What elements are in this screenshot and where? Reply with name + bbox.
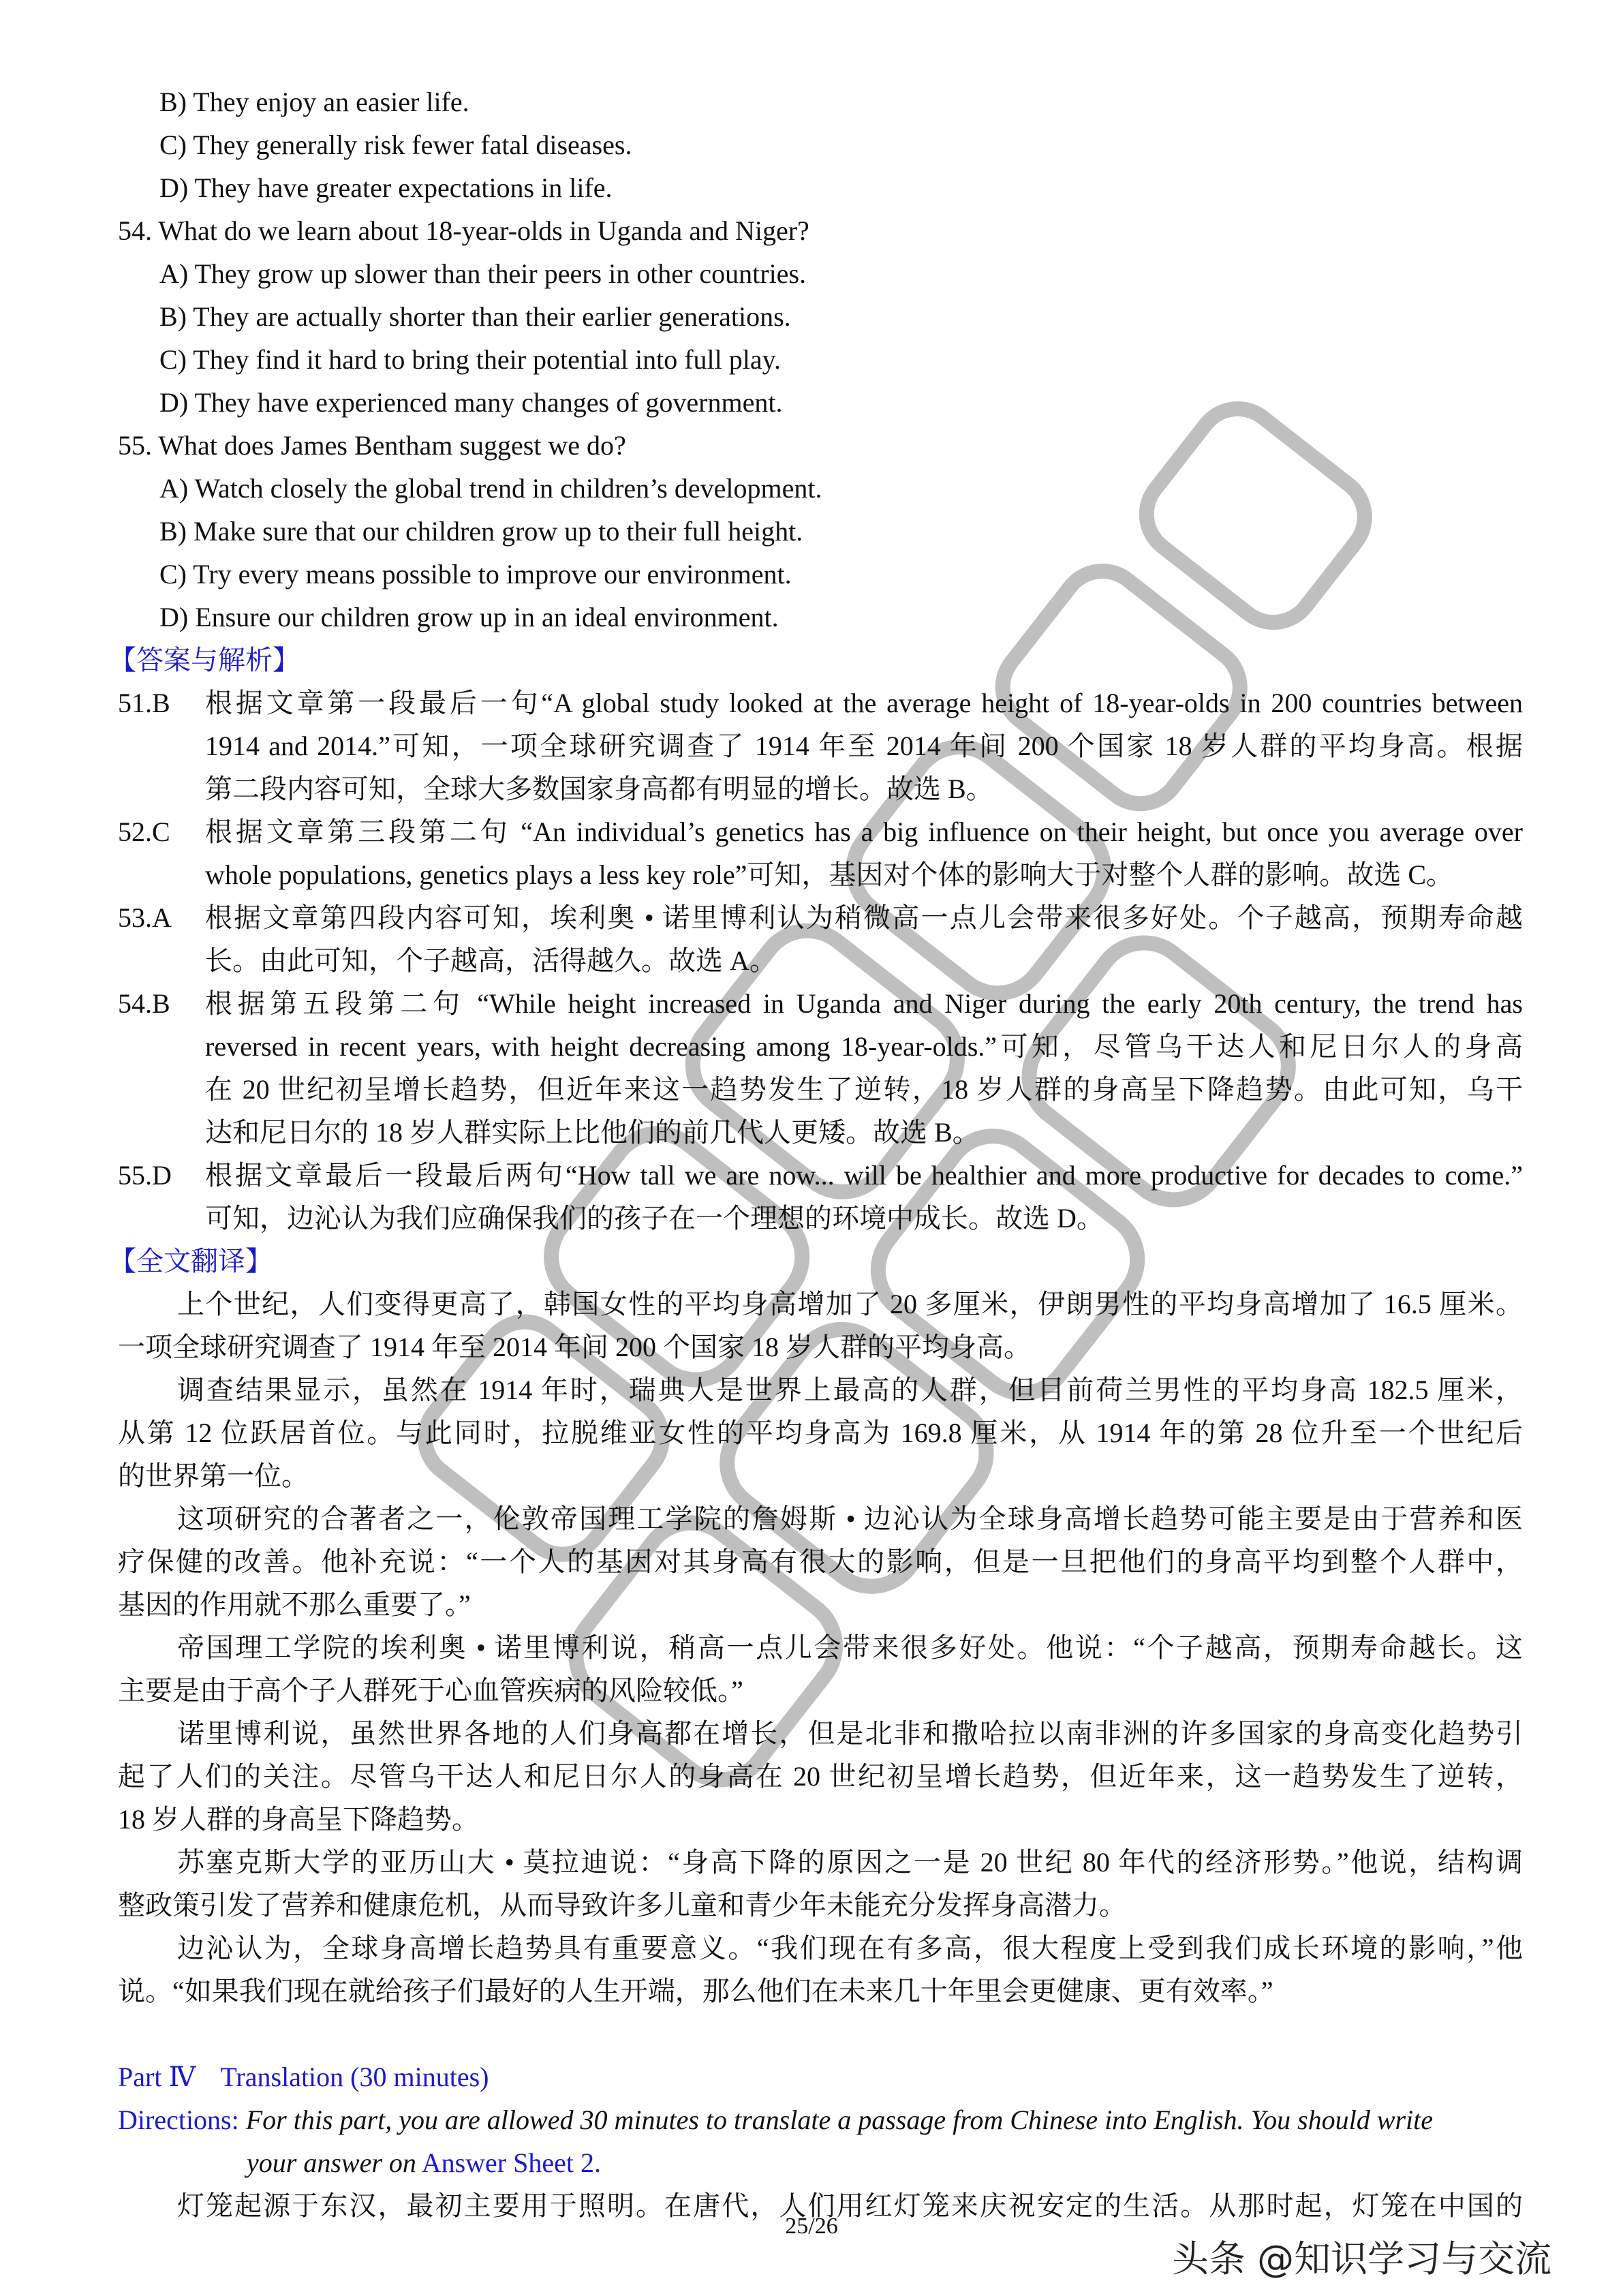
directions-label: Directions:: [118, 2104, 239, 2135]
spacer: [0, 2012, 1623, 2055]
translation-line: 疗保健的改善。他补充说：“一个人的基因对其身高有很大的影响，但是一旦把他们的身高平均到整个人群中，: [118, 1546, 1523, 1577]
q53-option-b: B) They enjoy an easier life.: [159, 87, 469, 117]
translation-line: 的世界第一位。: [118, 1460, 309, 1491]
answer-54: [0, 982, 1623, 1025]
translation-line: 从第 12 位跃居首位。与此同时，拉脱维亚女性的平均身高为 169.8 厘米，从 1914 年的第 28 位升至一个世纪后: [118, 1418, 1523, 1448]
directions: [0, 2098, 1623, 2141]
answer-line: 根据文章第一段最后一句“A global study looked at the average height of 18-year-olds in 200 countries between: [205, 688, 1523, 718]
q55-stem: 55. What does James Bentham suggest we do?: [118, 430, 626, 461]
translation-line: 一项全球研究调查了 1914 年至 2014 年间 200 个国家 18 岁人群的平均身高。: [118, 1332, 1031, 1362]
q55-option-b: B) Make sure that our children grow up to their full height.: [159, 516, 803, 547]
q55-option-d: D) Ensure our children grow up in an ideal environment.: [159, 602, 779, 632]
translation-line: 上个世纪，人们变得更高了，韩国女性的平均身高增加了 20 多厘米，伊朗男性的平均身高增加了 16.5 厘米。: [177, 1289, 1523, 1319]
translation-line: 基因的作用就不那么重要了。”: [118, 1589, 471, 1620]
answer-label: 54.B: [118, 988, 170, 1019]
translation-line: 调查结果显示，虽然在 1914 年时，瑞典人是世界上最高的人群，但目前荷兰男性的平均身高 182.5 厘米，: [177, 1375, 1523, 1405]
q54-option-b: B) They are actually shorter than their earlier generations.: [159, 301, 791, 332]
q55-option-c: C) Try every means possible to improve our environment.: [159, 559, 792, 590]
translation-line: 18 岁人群的身高呈下降趋势。: [118, 1804, 479, 1835]
translation-line: 边沁认为，全球身高增长趋势具有重要意义。“我们现在有多高，很大程度上受到我们成长环境的影响，”他: [177, 1933, 1523, 1963]
translation-heading: 【全文翻译】: [109, 1246, 273, 1276]
q54-stem: 54. What do we learn about 18-year-olds in Uganda and Niger?: [118, 215, 809, 246]
answer-line: 第二段内容可知，全球大多数国家身高都有明显的增长。故选 B。: [205, 774, 993, 804]
answer-line: 根据第五段第二句 “While height increased in Uganda and Niger during the early 20th century, the trend has: [205, 988, 1523, 1019]
translation-line: 诺里博利说，虽然世界各地的人们身高都在增长，但是北非和撒哈拉以南非洲的许多国家的身高变化趋势引: [177, 1718, 1523, 1749]
q54-option-c: C) They find it hard to bring their potential into full play.: [159, 344, 782, 375]
translation-line: 这项研究的合著者之一，伦敦帝国理工学院的詹姆斯 • 边沁认为全球身高增长趋势可能主要是由于营养和医: [177, 1503, 1523, 1534]
answer-line: 根据文章最后一段最后两句“How tall we are now... will be healthier and more productive for decades to come.”: [205, 1160, 1523, 1191]
answer-51: [0, 682, 1623, 724]
translation-line: 起了人们的关注。尽管乌干达人和尼日尔人的身高在 20 世纪初呈增长趋势，但近年来，这一趋势发生了逆转，: [118, 1761, 1523, 1792]
answer-55: [0, 1154, 1623, 1197]
answer-line: reversed in recent years, with height decreasing among 18-year-olds.”可知，尽管乌干达人和尼日尔人的身高: [205, 1031, 1523, 1062]
q54-option-a: A) They grow up slower than their peers in other countries.: [159, 258, 807, 289]
directions-text: For this part, you are allowed 30 minutes to translate a passage from Chinese into English. You should write: [245, 2104, 1433, 2135]
answer-line: 长。由此可知，个子越高，活得越久。故选 A。: [205, 945, 777, 976]
part-number: Part Ⅳ: [118, 2062, 196, 2092]
answer-line: 可知，边沁认为我们应确保我们的孩子在一个理想的环境中成长。故选 D。: [205, 1203, 1104, 1234]
translation-line: 苏塞克斯大学的亚历山大 • 莫拉迪说：“身高下降的原因之一是 20 世纪 80 年代的经济形势。”他说，结构调: [177, 1847, 1523, 1878]
answer-52: [0, 810, 1623, 853]
answer-label: 53.A: [118, 902, 172, 933]
directions-text: your answer on: [247, 2147, 416, 2178]
q55-option-a: A) Watch closely the global trend in children’s development.: [159, 473, 822, 504]
answers-heading: 【答案与解析】: [109, 645, 300, 675]
answer-53: [0, 896, 1623, 939]
answer-line: 根据文章第四段内容可知，埃利奥 • 诺里博利认为稍微高一点儿会带来很多好处。个子越高，预期寿命越: [205, 902, 1523, 933]
part-title: Translation (30 minutes): [220, 2062, 489, 2092]
answer-line: 达和尼日尔的 18 岁人群实际上比他们的前几代人更矮。故选 B。: [205, 1117, 980, 1148]
answer-line: 根据文章第三段第二句 “An individual’s genetics has a big influence on their height, but once you average over: [205, 816, 1523, 847]
translation-line: 帝国理工学院的埃利奥 • 诺里博利说，稍高一点儿会带来很多好处。他说：“个子越高，预期寿命越长。这: [177, 1632, 1523, 1663]
translation-line: 整政策引发了营养和健康危机，从而导致许多儿童和青少年未能充分发挥身高潜力。: [118, 1890, 1126, 1920]
answer-line: 1914 and 2014.”可知，一项全球研究调查了 1914 年至 2014 年间 200 个国家 18 岁人群的平均身高。根据: [205, 731, 1523, 761]
answer-sheet-ref: Answer Sheet 2.: [421, 2147, 601, 2178]
q53-option-c: C) They generally risk fewer fatal diseases.: [159, 129, 632, 160]
translation-line: 主要是由于高个子人群死于心血管疾病的风险较低。”: [118, 1675, 743, 1706]
answer-label: 51.B: [118, 688, 170, 718]
directions-cont: [0, 2141, 1623, 2184]
source-credit: 头条 @知识学习与交流: [1172, 2237, 1552, 2280]
answer-label: 52.C: [118, 816, 170, 847]
q54-option-d: D) They have experienced many changes of government.: [159, 387, 783, 418]
page-number: 25/26: [785, 2214, 838, 2239]
part4-title: [0, 2055, 1623, 2098]
answer-line: 在 20 世纪初呈增长趋势，但近年来这一趋势发生了逆转，18 岁人群的身高呈下降趋势。由此可知，乌干: [205, 1074, 1523, 1105]
translation-line: 说。“如果我们现在就给孩子们最好的人生开端，那么他们在未来几十年里会更健康、更有效率。”: [118, 1976, 1273, 2006]
answer-line: whole populations, genetics plays a less key role”可知，基因对个体的影响大于对整个人群的影响。故选 C。: [205, 859, 1454, 890]
document-page: [0, 80, 1623, 2227]
answer-label: 55.D: [118, 1160, 172, 1191]
q53-option-d: D) They have greater expectations in life.: [159, 172, 613, 203]
passage-line: 灯笼起源于东汉，最初主要用于照明。在唐代，人们用红灯笼来庆祝安定的生活。从那时起，灯笼在中国的: [177, 2190, 1523, 2221]
